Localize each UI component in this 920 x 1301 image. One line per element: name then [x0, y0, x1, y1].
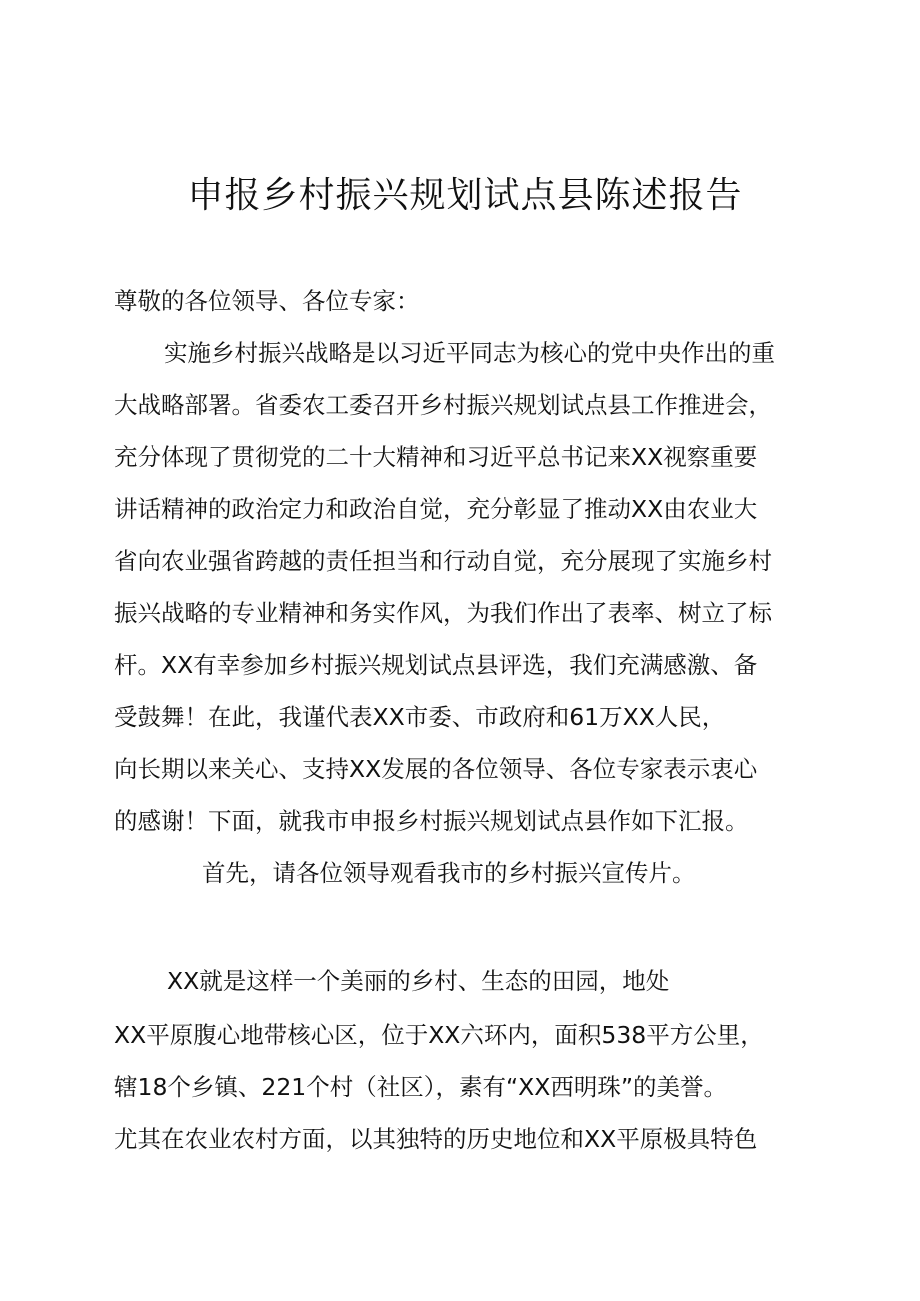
paragraph2: 首先，请各位领导观看我市的乡村振兴宣传片。 — [202, 859, 696, 887]
salutation: 尊敬的各位领导、各位专家： — [114, 287, 420, 315]
paragraph1-line: 大战略部署。省委农工委召开乡村振兴规划试点县工作推进会， — [114, 391, 772, 419]
paragraph1-line: 受鼓舞！在此，我谨代表XX市委、市政府和61万XX人民， — [114, 703, 726, 731]
paragraph1-line: 的感谢！下面，就我市申报乡村振兴规划试点县作如下汇报。 — [114, 807, 749, 835]
document-title: 申报乡村振兴规划试点县陈述报告 — [187, 175, 743, 216]
paragraph3-line: 辖18个乡镇、221个村（社区），素有“XX西明珠”的美誉。 — [114, 1073, 728, 1101]
paragraph1-line: 讲话精神的政治定力和政治自觉，充分彰显了推动XX由农业大 — [114, 495, 758, 523]
paragraph3-line: 尤其在农业农村方面，以其独特的历史地位和XX平原极具特色 — [114, 1125, 758, 1153]
paragraph1-line: 省向农业强省跨越的责任担当和行动自觉，充分展现了实施乡村 — [114, 547, 772, 575]
paragraph3-line: XX就是这样一个美丽的乡村、生态的田园，地处 — [167, 967, 670, 995]
paragraph1-line: 振兴战略的专业精神和务实作风，为我们作出了表率、树立了标 — [114, 599, 772, 627]
paragraph1-line: 实施乡村振兴战略是以习近平同志为核心的党中央作出的重 — [164, 339, 775, 367]
paragraph1-line: 向长期以来关心、支持XX发展的各位领导、各位专家表示衷心 — [114, 755, 758, 783]
paragraph1-line: 充分体现了贯彻党的二十大精神和习近平总书记来XX视察重要 — [114, 443, 758, 471]
paragraph1-line: 杆。XX有幸参加乡村振兴规划试点县评选，我们充满感激、备 — [114, 651, 758, 679]
paragraph3-line: XX平原腹心地带核心区，位于XX六环内，面积538平方公里， — [114, 1021, 764, 1049]
